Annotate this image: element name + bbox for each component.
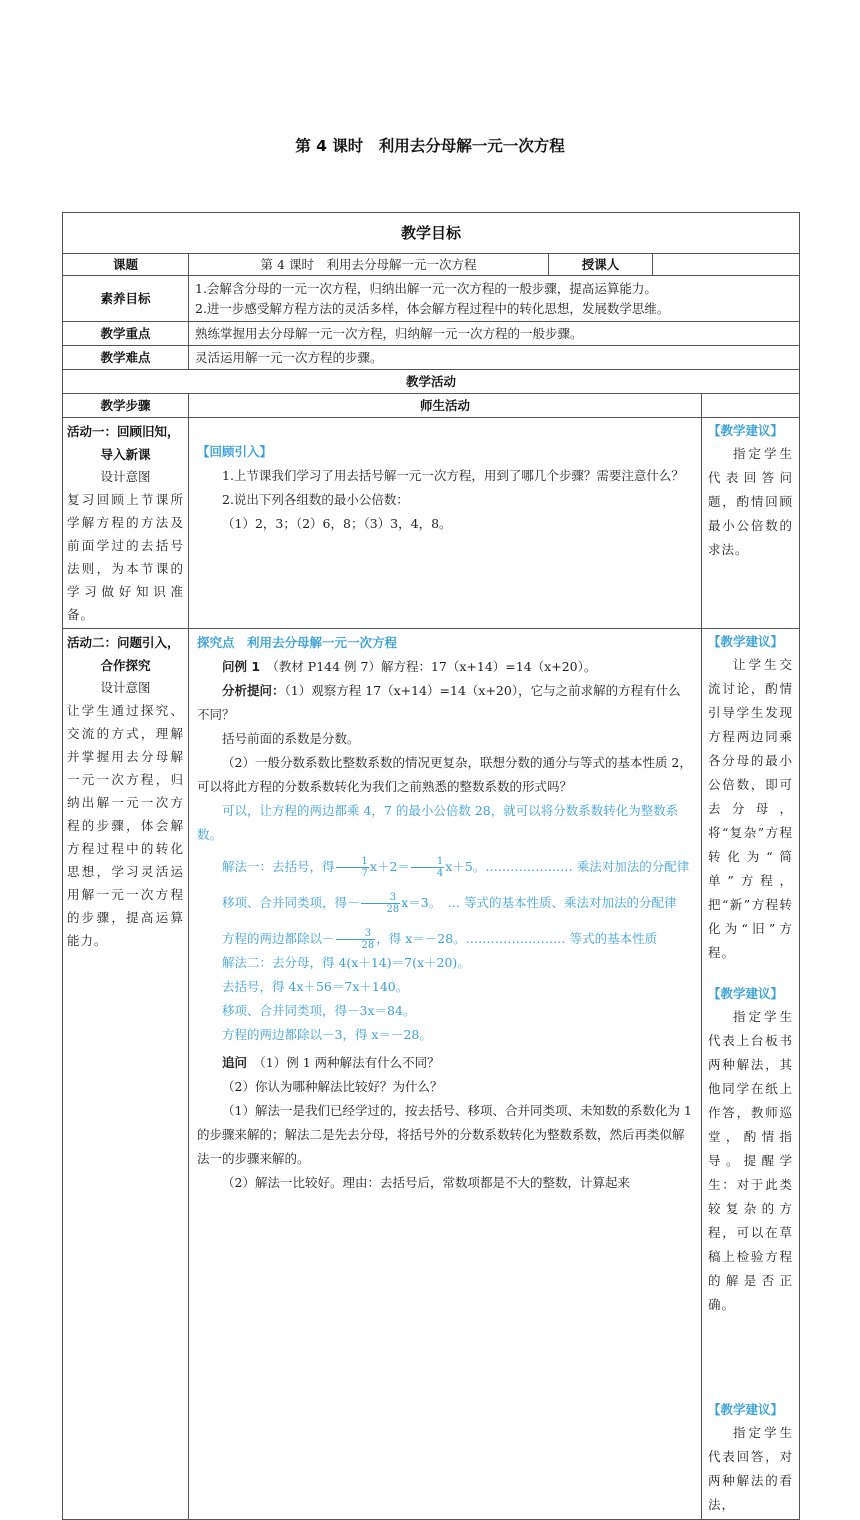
method2-step4: 方程的两边都除以－3，得 x＝－28。 <box>222 1027 432 1042</box>
follow-answer-2: （2）解法一比较好。理由：去括号后，常数项都是不大的整数，计算起来 <box>222 1175 630 1190</box>
act1-q2: 2.说出下列各组数的最小公倍数： <box>222 492 409 507</box>
teacher-label: 授课人 <box>549 254 653 276</box>
act2-suggest1-head: 【教学建议】 <box>708 634 784 649</box>
act1-steps <box>63 418 189 629</box>
act2-design-label: 设计意图 <box>100 680 151 695</box>
fraction-three-28ths: $\frac{3}{28}$ <box>361 892 401 915</box>
teacher-value <box>653 254 800 276</box>
col-empty <box>702 394 800 418</box>
fraction-three-28ths-b: $\frac{3}{28}$ <box>336 928 376 951</box>
page-title: 第 4 课时 利用去分母解一元一次方程 <box>295 137 565 155</box>
act1-activity <box>189 418 702 629</box>
lesson-plan-table <box>62 212 800 1520</box>
follow-label: 追问 <box>222 1055 248 1070</box>
act1-purpose: 复习回顾上节课所学解方程的方法及前面学过的去括号法则，为本节课的学习做好知识准备。 <box>67 492 184 622</box>
section-goals: 教学目标 <box>63 213 800 254</box>
method1-step3: 方程的两边都除以－ $\frac{3}{28}$ ，得 x＝－28。…………………… 等式的基本性质 <box>222 928 658 951</box>
act2-steps <box>63 629 189 1520</box>
key-label: 教学重点 <box>63 322 189 346</box>
act2-title-1: 活动二：问题引入， <box>67 635 180 650</box>
act1-q3: （1）2，3；（2）6，8；（3）3，4，8。 <box>222 516 452 531</box>
follow-answer-1: （1）解法一是我们已经学过的，按去括号、移项、合并同类项、未知数的系数化为 1 的步骤来解的；解法二是先去分母，将括号外的分数系数转化为整数系数，然后再类似解法一的步骤来解的。 <box>197 1103 692 1166</box>
difficult-value: 灵活运用解一元一次方程的步骤。 <box>189 346 800 370</box>
act1-suggest-head: 【教学建议】 <box>708 423 784 438</box>
act2-suggest3: 指定学生代表回答，对两种解法的看法， <box>708 1425 794 1512</box>
literacy-goal-2: 2.进一步感受解方程方法的灵活多样，体会解方程过程中的转化思想，发展数学思维。 <box>195 300 670 316</box>
act2-title-2: 合作探究 <box>100 658 151 673</box>
question-2: （2）一般分数系数比整数系数的情况更复杂，联想分数的通分与等式的基本性质 2，可以将此方程的分数系数转化为我们之前熟悉的整数系数的形式吗？ <box>197 755 692 794</box>
act1-suggest: 指定学生代表回答问题，酌情回顾最小公倍数的求法。 <box>708 446 794 557</box>
fraction-one-fourth: $\frac{1}{4}$ <box>411 856 444 879</box>
literacy-goals <box>189 276 800 322</box>
act1-title-2: 导入新课 <box>100 447 151 462</box>
literacy-goal-1: 1.会解含分母的一元一次方程，归纳出解一元一次方程的一般步骤，提高运算能力。 <box>195 280 657 296</box>
example-text: （教材 P144 例 7）解方程：17（x+14）=14（x+20）。 <box>272 659 597 674</box>
method2-step3: 移项、合并同类项，得－3x＝84。 <box>222 1003 416 1018</box>
act2-purpose: 让学生通过探究、交流的方式，理解并掌握用去分母解一元一次方程，归纳出解一元一次方程的步骤，体会解方程过程中的转化思想，学习灵活运用解一元一次方程的步骤，提高运算能力。 <box>67 703 184 948</box>
act2-suggest2: 指定学生代表上台板书两种解法，其他同学在纸上作答，教师巡堂，酌情指导。提醒学生：对于此类较复杂的方程，可以在草稿上检验方程的解是否正确。 <box>708 1009 794 1312</box>
act2-suggest1: 让学生交流讨论，酌情引导学生发现方程两边同乘各分母的最小公倍数，即可去分母，将“复杂”方程转化为“简单”方程，把“新”方程转化为“旧”方程。 <box>708 657 794 960</box>
answer-2: 可以，让方程的两边都乘 4，7 的最小公倍数 28，就可以将分数系数转化为整数系数。 <box>197 803 679 842</box>
follow-1: （1）例 1 两种解法有什么不同？ <box>259 1055 440 1070</box>
act2-suggest2-head: 【教学建议】 <box>708 986 784 1001</box>
topic-value: 第 4 课时 利用去分母解一元一次方程 <box>189 254 549 276</box>
method1-step2: 移项、合并同类项，得－ $\frac{3}{28}$ x＝3。 … 等式的基本性质、乘法对加法的分配律 <box>222 892 677 915</box>
analysis-text: （1）观察方程 17（x+14）=14（x+20），它与之前求解的方程有什么不同？ <box>197 683 681 722</box>
act2-suggest3-head: 【教学建议】 <box>708 1402 784 1417</box>
method1-step1: 解法一：去括号，得 $\frac{1}{7}$ x＋2＝ $\frac{1}{4}$ x＋5。………………… 乘法对加法的分配律 <box>222 856 690 879</box>
act2-activity <box>189 629 702 1520</box>
act1-title-1: 活动一：回顾旧知， <box>67 424 180 439</box>
method2-step1: 解法二：去分母，得 4(x＋14)＝7(x＋20)。 <box>222 955 470 970</box>
fraction-one-seventh: $\frac{1}{7}$ <box>336 856 369 879</box>
act1-design-label: 设计意图 <box>100 469 151 484</box>
literacy-label: 素养目标 <box>63 276 189 322</box>
col-activity: 师生活动 <box>189 394 702 418</box>
act2-suggestions <box>702 629 800 1520</box>
analysis-label: 分析提问： <box>222 683 285 698</box>
answer-1: 括号前面的系数是分数。 <box>222 731 360 746</box>
difficult-label: 教学难点 <box>63 346 189 370</box>
follow-2: （2）你认为哪种解法比较好？为什么？ <box>222 1079 443 1094</box>
act1-suggestion <box>702 418 800 629</box>
explore-heading: 探究点 利用去分母解一元一次方程 <box>197 635 398 650</box>
method2-step2: 去括号，得 4x＋56＝7x＋140。 <box>222 979 409 994</box>
topic-label: 课题 <box>63 254 189 276</box>
example-label: 问例 1 <box>222 659 261 674</box>
act1-head: 【回顾引入】 <box>197 444 273 459</box>
act1-q1: 1.上节课我们学习了用去括号解一元一次方程，用到了哪几个步骤？需要注意什么？ <box>222 468 684 483</box>
key-value: 熟练掌握用去分母解一元一次方程，归纳解一元一次方程的一般步骤。 <box>189 322 800 346</box>
section-activity: 教学活动 <box>63 370 800 394</box>
col-steps: 教学步骤 <box>63 394 189 418</box>
